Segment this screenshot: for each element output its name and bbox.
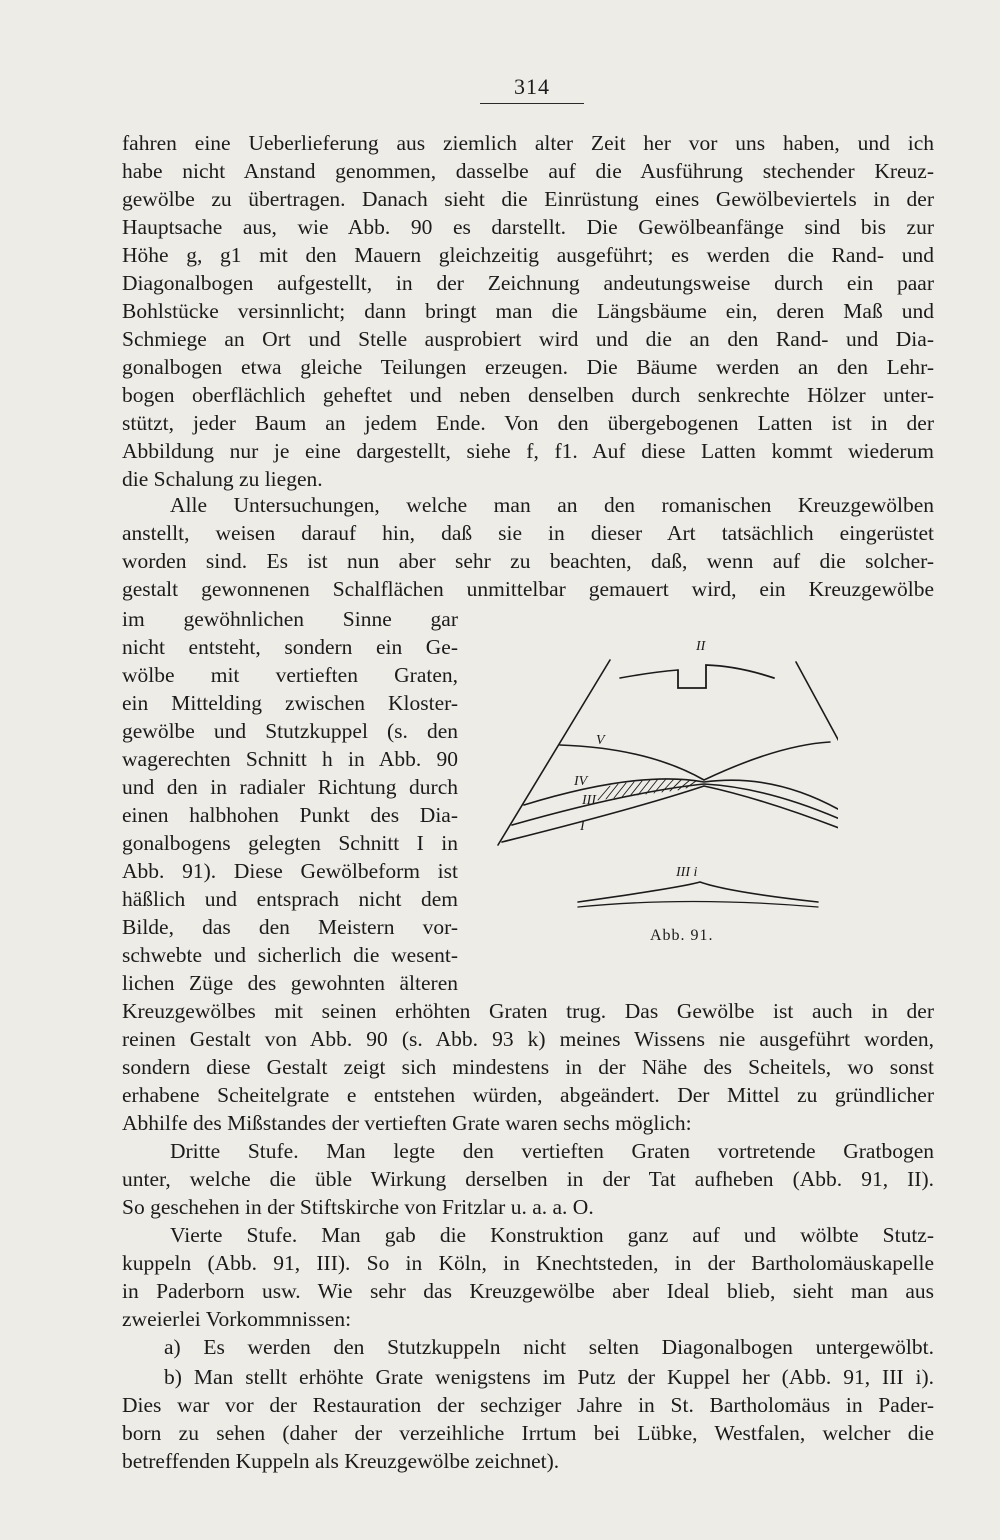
text-line: nicht entsteht, sondern ein Ge- (122, 635, 458, 659)
text-line: born zu sehen (daher der verzeihliche Irrtum bei Lübke, Westfalen, welcher die (122, 1421, 934, 1445)
section-II-left-curve (620, 670, 678, 678)
text-line: worden sind. Es ist nun aber sehr zu beachten, daß, wenn auf die solcher- (122, 549, 934, 573)
text-line: zweierlei Vorkommnissen: (122, 1307, 352, 1331)
text-line: Abbildung nur je eine dargestellt, siehe f, f1. Auf diese Latten kommt wiederum (122, 439, 934, 463)
text-line: fahren eine Ueberlieferung aus ziemlich alter Zeit her vor uns haben, und ich (122, 131, 934, 155)
text-line: einen halbhohen Punkt des Dia- (122, 803, 458, 827)
text-line: Hauptsache aus, wie Abb. 90 es darstellt. Die Gewölbeanfänge sind bis zur (122, 215, 934, 239)
label-V: V (596, 733, 605, 748)
text-line: in Paderborn usw. Wie sehr das Kreuzgewölbe aber Ideal blieb, sieht man aus (122, 1279, 934, 1303)
text-line: lichen Züge des gewohnten älteren (122, 971, 458, 995)
label-III: III (582, 793, 596, 808)
text-line: unter, welche die üble Wirkung derselben in der Tat aufheben (Abb. 91, II). (122, 1167, 934, 1191)
text-line: schwebte und sicherlich die wesent- (122, 943, 458, 967)
vault-section-diagram (478, 620, 838, 956)
text-line: ein Mittelding zwischen Kloster- (122, 691, 458, 715)
section-IIIi-lower (578, 902, 818, 908)
text-line: Bilde, das den Meistern vor- (122, 915, 458, 939)
text-line: Höhe g, g1 mit den Mauern gleichzeitig ausgeführt; es werden die Rand- und (122, 243, 934, 267)
page-number: 314 (514, 74, 550, 99)
text-line: Vierte Stufe. Man gab die Konstruktion ganz auf und wölbte Stutz- (170, 1223, 934, 1247)
text-line: b) Man stellt erhöhte Grate wenigstens im Putz der Kuppel her (Abb. 91, III i). (164, 1365, 934, 1389)
section-I-curve (502, 786, 838, 846)
text-line: Kreuzgewölbes mit seinen erhöhten Graten trug. Das Gewölbe ist auch in der (122, 999, 934, 1023)
label-IV: IV (574, 774, 588, 789)
text-line: wagerechten Schnitt h in Abb. 90 (122, 747, 458, 771)
text-line: gonalbogen etwa gleiche Teilungen erzeugen. Die Bäume werden an den Lehr- (122, 355, 934, 379)
label-I: I (580, 819, 585, 834)
text-line: Dritte Stufe. Man legte den vertieften Graten vortretende Gratbogen (170, 1139, 934, 1163)
text-line: sondern diese Gestalt zeigt sich mindestens in der Nähe des Scheitels, wo sonst (122, 1055, 934, 1079)
right-outer-wall-line (796, 662, 838, 850)
section-II-rib-profile (678, 665, 774, 688)
text-line: gewölbe zu übertragen. Danach sieht die Einrüstung eines Gewölbeviertels in der (122, 187, 934, 211)
text-line: gewölbe und Stutzkuppel (s. den (122, 719, 458, 743)
text-line: häßlich und entsprach nicht dem (122, 887, 458, 911)
text-line: betreffenden Kuppeln als Kreuzgewölbe zeichnet). (122, 1449, 560, 1473)
text-line: kuppeln (Abb. 91, III). So in Köln, in Knechtsteden, in der Bartholomäuskapelle (122, 1251, 934, 1275)
figure-91 (478, 620, 838, 956)
page-number-rule (480, 103, 584, 104)
text-line: a) Es werden den Stutzkuppeln nicht selten Diagonalbogen untergewölbt. (164, 1335, 934, 1359)
text-line: Bohlstücke versinnlicht; dann bringt man die Längsbäume ein, deren Maß und (122, 299, 934, 323)
text-line: Schmiege an Ort und Stelle ausprobiert wird und die an den Rand- und Dia- (122, 327, 934, 351)
text-line: im gewöhnlichen Sinne gar (122, 607, 458, 631)
label-II: II (696, 639, 706, 654)
left-outer-wall-line (498, 660, 610, 845)
text-line: gonalbogens gelegten Schnitt I in (122, 831, 458, 855)
text-line: Abb. 91). Diese Gewölbeform ist (122, 859, 458, 883)
text-line: Alle Untersuchungen, welche man an den romanischen Kreuzgewölben (170, 493, 934, 517)
text-line: wölbe mit vertieften Graten, (122, 663, 458, 687)
figure-caption: Abb. 91. (650, 927, 714, 944)
text-line: stützt, jeder Baum an jedem Ende. Von den übergebogenen Latten ist in der (122, 411, 934, 435)
text-line: reinen Gestalt von Abb. 90 (s. Abb. 93 k) meines Wissens nie ausgeführt worden, (122, 1027, 934, 1051)
label-IIIi: III i (676, 865, 698, 880)
text-line: die Schalung zu liegen. (122, 467, 323, 491)
text-line: So geschehen in der Stiftskirche von Fritzlar u. a. a. O. (122, 1195, 594, 1219)
text-line: Abhilfe des Mißstandes der vertieften Grate waren sechs möglich: (122, 1111, 692, 1135)
text-line: gestalt gewonnenen Schalflächen unmittelbar gemauert wird, ein Kreuzgewölbe (122, 577, 934, 601)
text-line: bogen oberflächlich geheftet und neben denselben durch senkrechte Hölzer unter- (122, 383, 934, 407)
hatched-region (598, 779, 696, 800)
text-line: Dies war vor der Restauration der sechziger Jahre in St. Bartholomäus in Pader- (122, 1393, 934, 1417)
text-line: habe nicht Anstand genommen, dasselbe auf die Ausführung stechender Kreuz- (122, 159, 934, 183)
text-line: anstellt, weisen darauf hin, daß sie in dieser Art tatsächlich eingerüstet (122, 521, 934, 545)
section-IIIi-upper (578, 882, 818, 902)
text-line: und den in radialer Richtung durch (122, 775, 458, 799)
section-III-curve (512, 784, 838, 832)
text-line: Diagonalbogen aufgestellt, in der Zeichnung andeutungsweise durch ein paar (122, 271, 934, 295)
text-line: erhabene Scheitelgrate e entstehen würden, abgeändert. Der Mittel zu gründlicher (122, 1083, 934, 1107)
